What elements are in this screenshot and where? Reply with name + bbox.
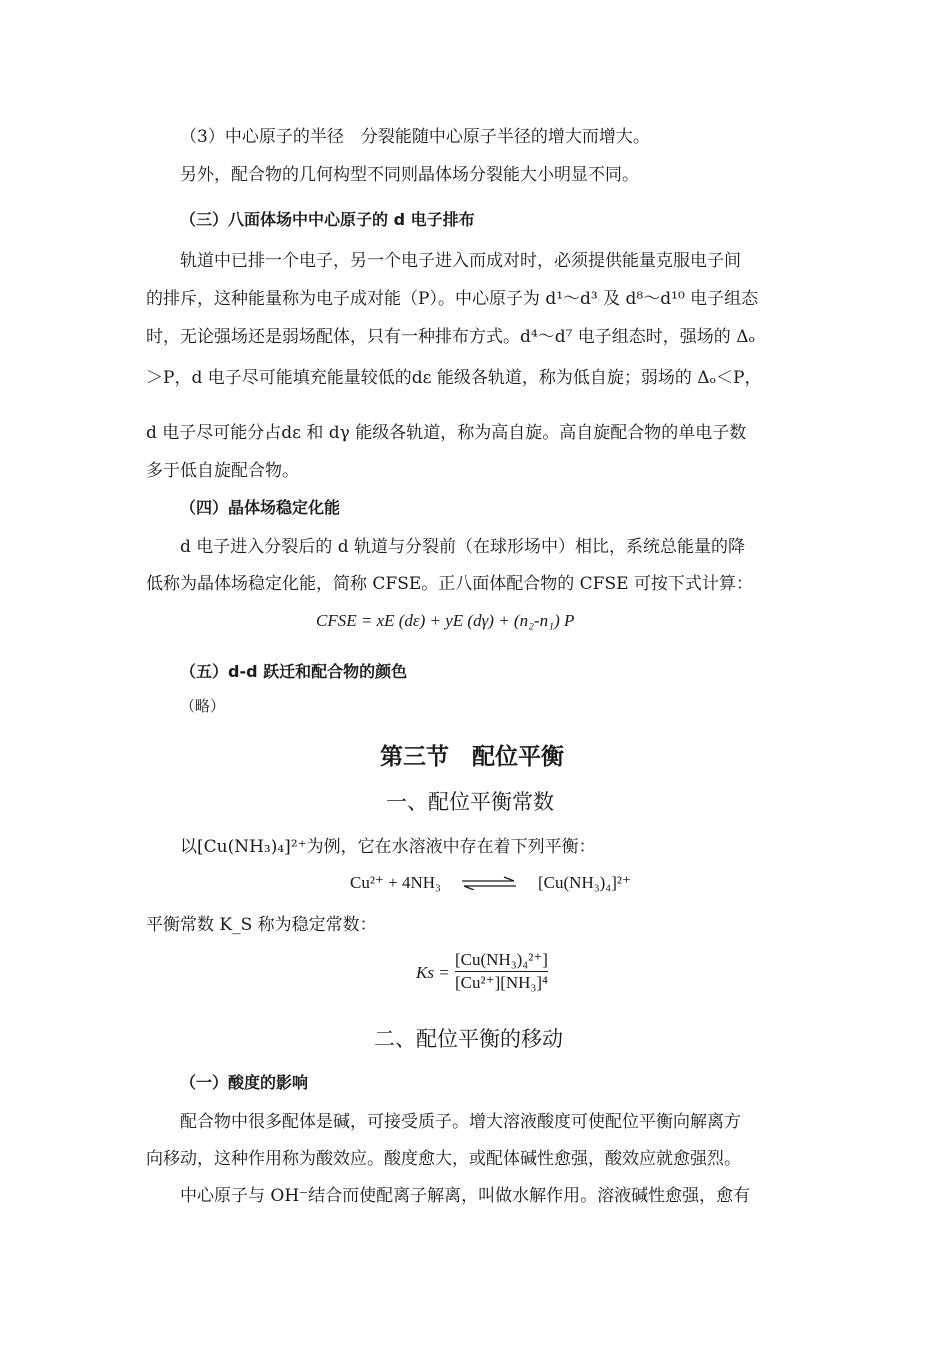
paragraph-line: 多于低自旋配合物。 xyxy=(146,461,299,481)
equilibrium-arrow-icon xyxy=(460,876,518,890)
text-line: （3）中心原子的半径 分裂能随中心原子半径的增大而增大。 xyxy=(180,127,650,147)
equilibrium-left: Cu²⁺ + 4NH₃ xyxy=(350,873,441,892)
paragraph-line: 向移动，这种作用称为酸效应。酸度愈大，或配体碱性愈强，酸效应就愈强烈。 xyxy=(146,1149,741,1169)
text-line: 另外，配合物的几何构型不同则晶体场分裂能大小明显不同。 xyxy=(180,165,639,185)
paragraph-line: 配合物中很多配体是碱，可接受质子。增大溶液酸度可使配位平衡向解离方 xyxy=(180,1112,741,1132)
paragraph-line: ＞P，d 电子尽可能填充能量较低的dε 能级各轨道，称为低自旋；弱场的 Δₒ＜P， xyxy=(146,368,762,388)
equilibrium-right: [Cu(NH₃)₄]²⁺ xyxy=(538,873,631,892)
ks-fraction xyxy=(455,950,548,993)
ks-lhs: Ks = xyxy=(416,963,450,982)
subsection-heading: （五）d-d 跃迁和配合物的颜色 xyxy=(180,662,408,681)
cfse-formula: CFSE = xE (dε) + yE (dγ) + (n₂-n₁) P xyxy=(316,611,575,630)
text-line: （略） xyxy=(180,697,226,715)
fraction-bar xyxy=(455,971,548,972)
ks-numerator: [Cu(NH₃)₄²⁺] xyxy=(455,950,548,969)
paragraph-line: 低称为晶体场稳定化能，简称 CFSE。正八面体配合物的 CFSE 可按下式计算： xyxy=(146,574,753,594)
paragraph-line: 平衡常数 K_S 称为稳定常数： xyxy=(146,915,377,935)
paragraph-line: 轨道中已排一个电子，另一个电子进入而成对时，必须提供能量克服电子间 xyxy=(180,251,741,271)
paragraph-line: 的排斥，这种能量称为电子成对能（P）。中心原子为 d¹～d³ 及 d⁸～d¹⁰ 电子组态 xyxy=(146,289,759,309)
paragraph-line: d 电子尽可能分占dε 和 dγ 能级各轨道，称为高自旋。高自旋配合物的单电子数 xyxy=(146,423,747,443)
paragraph-line: 以[Cu(NH₃)₄]²⁺为例，它在水溶液中存在着下列平衡： xyxy=(180,837,596,857)
section-title: 第三节 配位平衡 xyxy=(380,744,564,770)
ks-denominator: [Cu²⁺][NH₃]⁴ xyxy=(455,973,548,992)
paragraph-line: d 电子进入分裂后的 d 轨道与分裂前（在球形场中）相比，系统总能量的降 xyxy=(180,537,745,557)
section-subtitle: 二、配位平衡的移动 xyxy=(374,1027,563,1051)
paragraph-line: 中心原子与 OH⁻结合而使配离子解离，叫做水解作用。溶液碱性愈强，愈有 xyxy=(180,1186,751,1206)
paragraph-line: 时，无论强场还是弱场配体，只有一种排布方式。d⁴～d⁷ 电子组态时，强场的 Δₒ xyxy=(146,327,756,347)
subsection-heading: （四）晶体场稳定化能 xyxy=(180,498,341,517)
subsection-heading: （三）八面体场中中心原子的 d 电子排布 xyxy=(180,210,475,229)
subsection-heading: （一）酸度的影响 xyxy=(180,1073,309,1092)
section-subtitle: 一、配位平衡常数 xyxy=(386,790,554,814)
